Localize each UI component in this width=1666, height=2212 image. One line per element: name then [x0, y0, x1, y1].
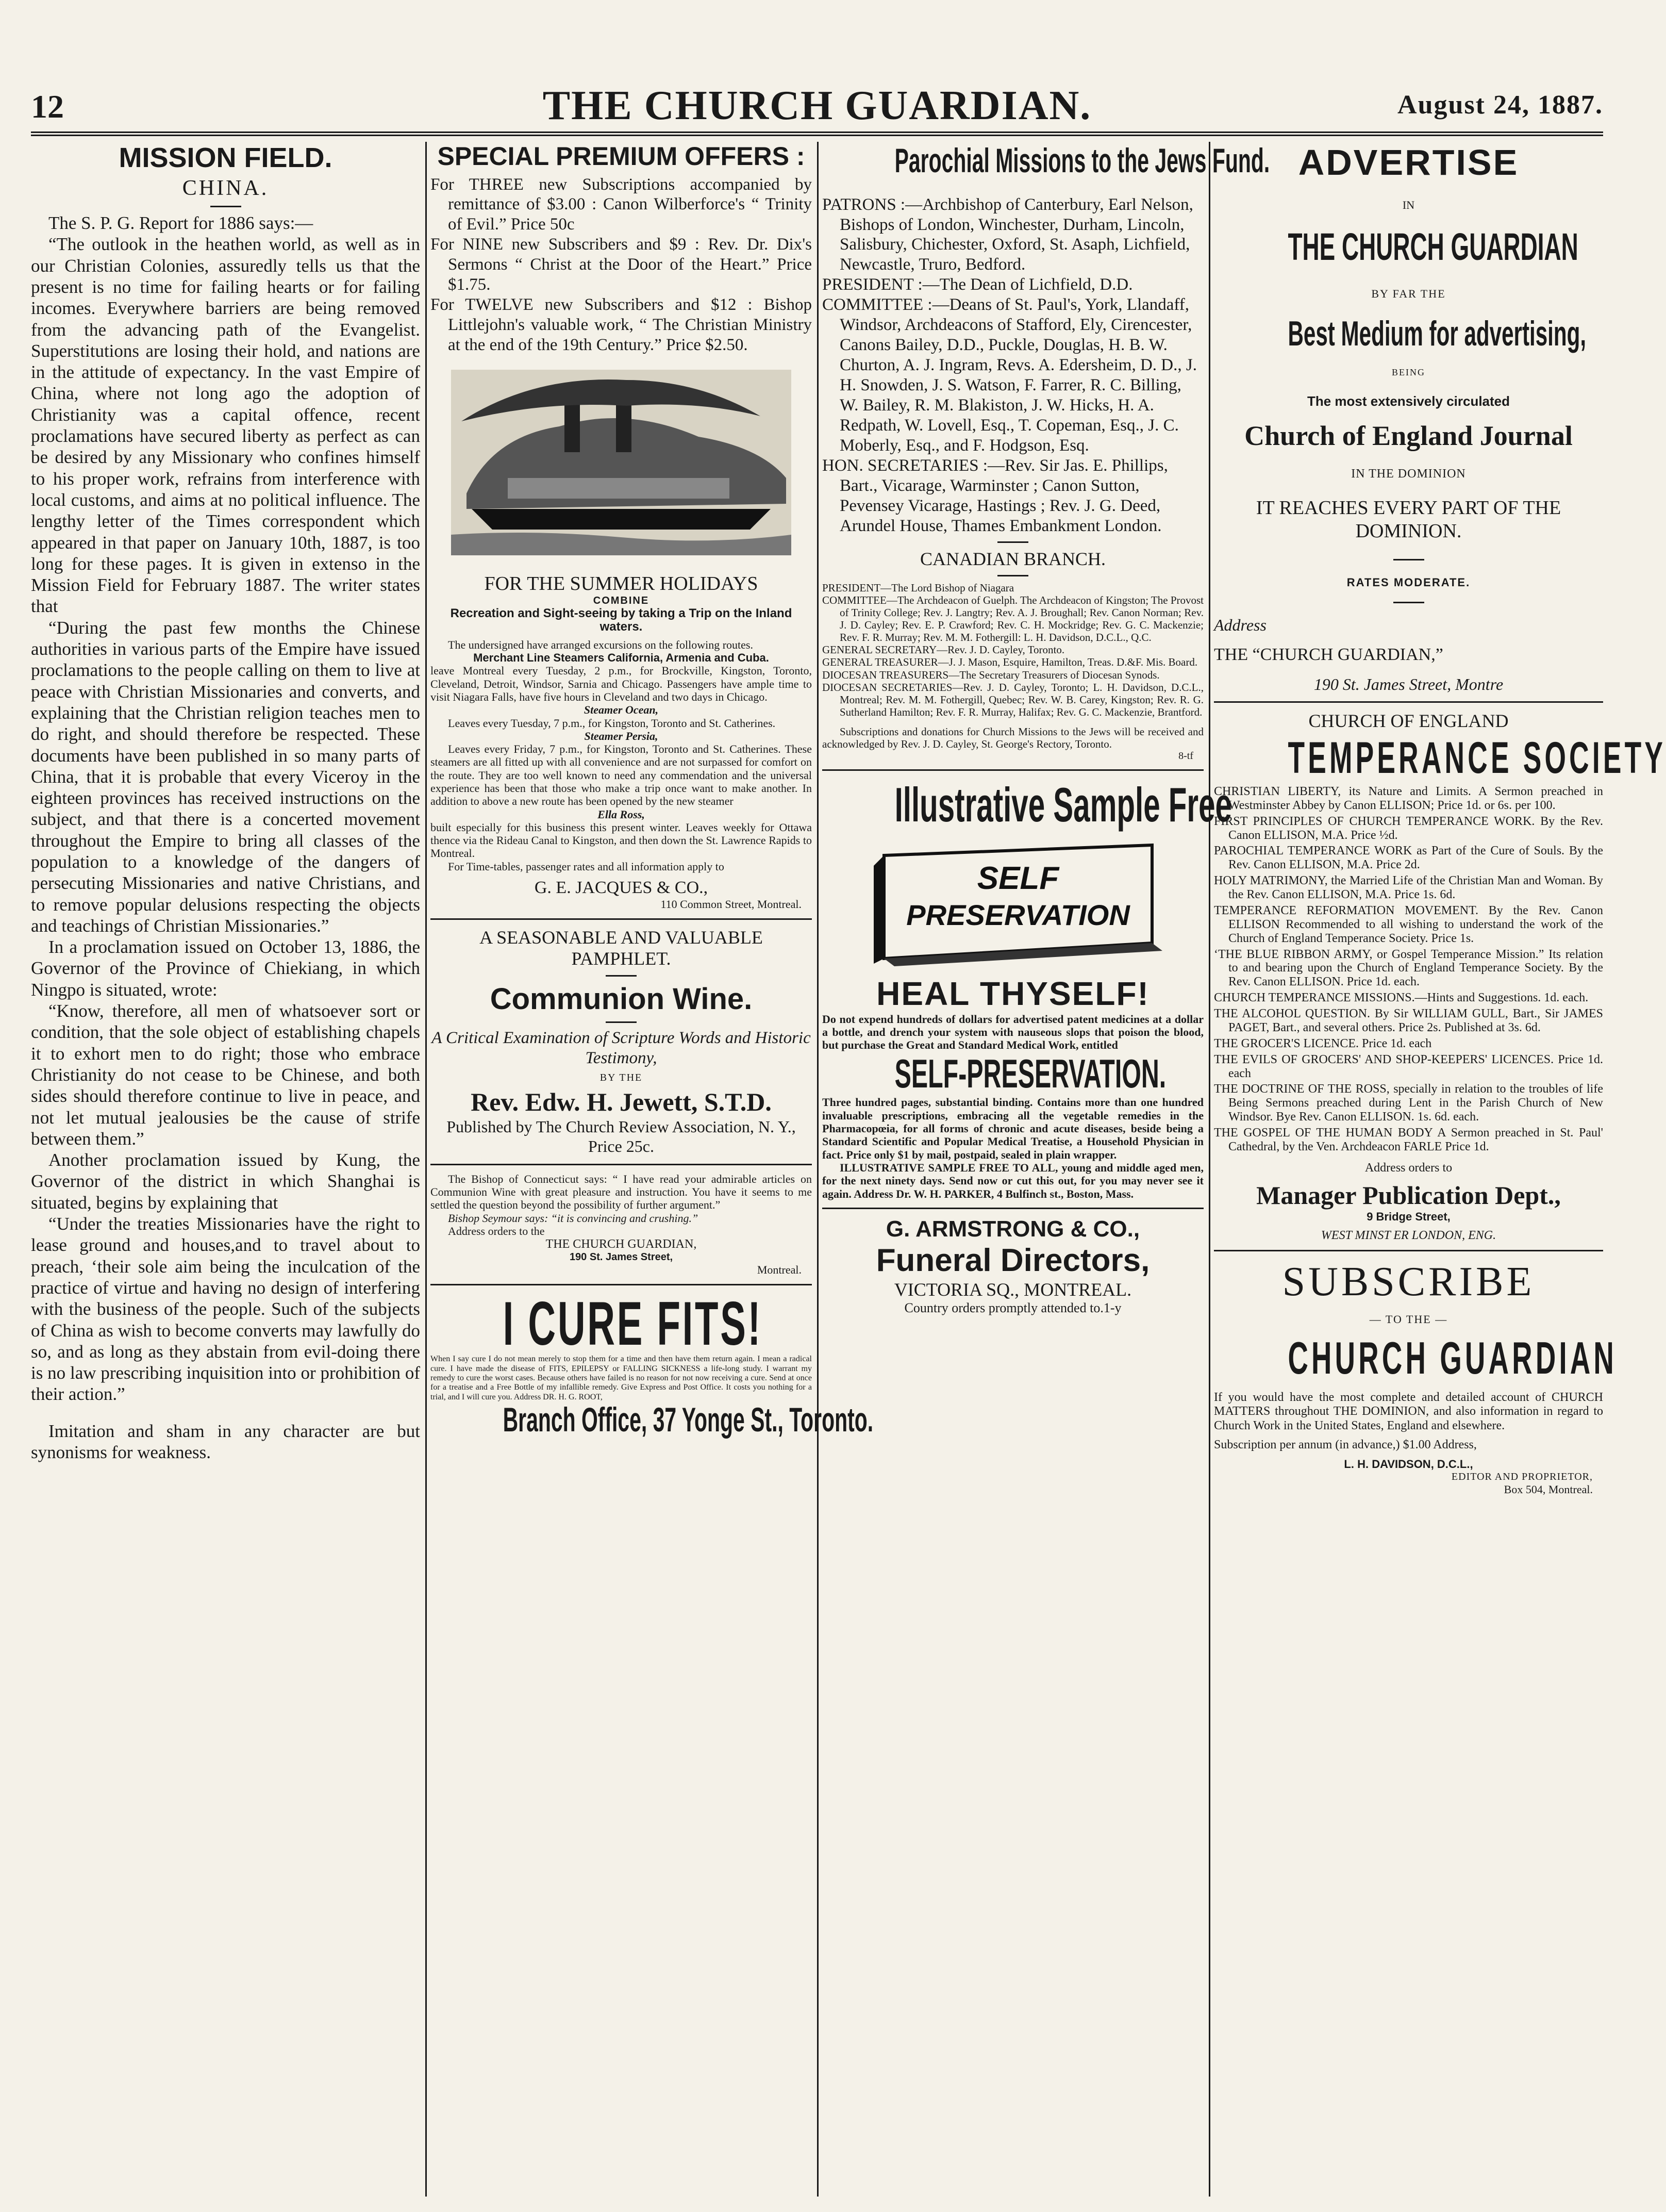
heal-thyself-title: HEAL THYSELF!	[876, 975, 1149, 1012]
mission-field-heading: MISSION FIELD.	[119, 142, 332, 173]
temperance-society: TEMPERANCE SOCIETY	[1288, 733, 1666, 783]
guardian-street: 190 St. James Street,	[569, 1251, 673, 1263]
self-preservation-body: Three hundred pages, substantial binding. Contains more than one hundred invaluable prescriptions, embracing all the vegetable remedies in the Pharmacopœia, for all forms of chronic and acute diseases, beside being a Standard Scientific and Popular Medical Treatise, a Household Physician in fact. Price only $1 by mail, postpaid, sealed in plain wrapper.	[822, 1096, 1204, 1161]
book-cover-text: PRESERVATION	[906, 898, 1130, 931]
critical-examination: A Critical Examination of Scripture Words and Historic Testimony,	[431, 1028, 811, 1068]
by-the: BY THE	[599, 1072, 643, 1084]
in-label: IN	[1402, 199, 1415, 211]
guardian-name: THE CHURCH GUARDIAN,	[545, 1237, 697, 1251]
committee: COMMITTEE :—Deans of St. Paul's, York, Llandaff, Windsor, Archdeacons of Stafford, Ely, Cirencester, Canons Bailey, D.D., Puckle, Douglas, H. B. W. Churton, A. J. Ingram, Revs. A. Edersheim, D. D., J. H. Snowden, J. S. Watson, F. Farrer, R. C. Billing, W. Bailey, R. M. Blakiston, J. W. Hicks, H. A. Redpath, W. Lovell, Esq., T. Copeman, Esq., J. C. Moberly, Esq., and F. Hodgson, Esq.	[822, 295, 1197, 455]
mission-paragraph: In a proclamation issued on October 13, 1886, the Governor of the Province of Chiekiang, in which Ningpo is situated, wrote:	[31, 937, 420, 1000]
temperance-item: CHRISTIAN LIBERTY, its Nature and Limits. A Sermon preached in Westminster Abbey by Canon ELLISON; Price 1d. or 6s. per 100.	[1214, 784, 1603, 812]
author-name: Rev. Edw. H. Jewett, S.T.D.	[471, 1087, 772, 1117]
reaches-every-part: IT REACHES EVERY PART OF THE DOMINION.	[1256, 497, 1561, 542]
temperance-item: THE EVILS OF GROCERS' AND SHOP-KEEPERS' LICENCES. Price 1d. each	[1214, 1052, 1603, 1080]
mission-paragraph: The S. P. G. Report for 1886 says:—	[48, 213, 313, 234]
issue-date: August 24, 1887.	[1397, 90, 1603, 120]
divider	[430, 918, 812, 920]
temperance-item: PAROCHIAL TEMPERANCE WORK as Part of the Cure of Souls. By the Rev. Canon ELLISON, M.A. Price 2d.	[1214, 844, 1603, 872]
bishop-quote: The Bishop of Connecticut says: “ I have read your admirable articles on Communion Wine with great pleasure and instruction. You have it seems to me settled the question beyond the possibility of further argument.”	[430, 1172, 812, 1212]
address-orders: Address orders to the	[448, 1225, 545, 1237]
excursion-text: Leaves every Friday, 7 p.m., for Kingston, Toronto and St. Catherines. These steamers are all fitted up with all convenience and are not surpassed for comfort on the route. They are too well known to need any commendation and the universal experience has been that those who make a trip once want to make another. In addition to above a new route has been opened by the new steamer	[430, 742, 812, 808]
president: PRESIDENT :—The Dean of Lichfield, D.D.	[822, 275, 1133, 294]
temperance-item: THE DOCTRINE OF THE ROSS, specially in relation to the troubles of life Being Sermons preached during Lent in the Parish Church of New Windsor. Bye Rev. Canon ELLISON. 1s. 6d. each.	[1214, 1082, 1603, 1124]
subscriptions-note: Subscriptions and donations for Church Missions to the Jews will be received and acknowledged by Rev. J. D. Cayley, St. George's Rectory, Toronto.	[822, 725, 1204, 751]
divider	[606, 975, 637, 977]
column-mission-field	[31, 142, 420, 2197]
masthead	[31, 82, 1603, 139]
mission-paragraph: “The outlook in the heathen world, as well as in our Christian Colonies, assuredly tells us that the present is no time for failing hearts or for failing incomes. Everywhere barriers are being removed from the advancing path of the Evangelist. Superstitutions are losing their hold, and nations are in the attitude of expectancy. In the vast Empire of China, where not long ago the adoption of Christianity was a capital offence, recent proclamations have secured liberty as perfect as can be desired by any Missionary who confines himself to his proper work, refrains from interference with local customs, and aims at no political influence. The lengthy letter of the Times correspondent which appeared in that paper on January 10th, 1887, is too long for these pages. It is given in extenso in the Mission Field for February 1887. The writer states that	[31, 234, 420, 617]
branch-office: Branch Office, 37 Yonge St., Toronto.	[503, 1400, 874, 1439]
advertise-heading: ADVERTISE	[1298, 142, 1519, 183]
excursion-text: Leaves every Tuesday, 7 p.m., for Kingston, Toronto and St. Catherines.	[448, 716, 776, 730]
book-cover-text: SELF	[977, 860, 1059, 896]
canadian-officer: COMMITTEE—The Archdeacon of Guelph. The Archdeacon of Kingston; The Provost of Trinity College; Rev. J. Langtry; Rev. A. J. Broughall; Rev. Canon Norman; Rev. J. D. Cayley; Rev. E. P. Crawford; Rev. C. H. Mockridge; Rev. G. C. Mackenzie; Rev. F. R. Murray; Rev. M. M. Fothergill: L. H. Davidson, D.C.L., Q.C.	[822, 593, 1204, 644]
sample-offer-body: ILLUSTRATIVE SAMPLE FREE TO ALL, young and middle aged men, for the next ninety days. Send now or cut this out, for you may never see it again. Address Dr. W. H. PARKER, 4 Bulfinch st., Boston, Mass.	[822, 1161, 1204, 1200]
offer-item: For NINE new Subscribers and $9 : Rev. Dr. Dix's Sermons “ Christ at the Door of the Heart.” Price $1.75.	[430, 235, 812, 294]
mission-paragraph: “During the past few months the Chinese authorities in various parts of the Empire have issued proclamations to the people calling on them to live at peace with Christian Missionaries and converts, and explaining that the Christian religion teaches men to do right, and should therefore be respected. These documents have been published in so many parts of China, that it is probable that every Viceroy in the eighteen provinces has received instructions on the subject, and that there is a concerted movement throughout the Empire to bring all classes of the population to a knowledge of the dangers of persecuting Missionaries and native Christians, and to remove popular delusions respecting the objects and teachings of Christian Missionaries.”	[31, 617, 420, 936]
temperance-item: ‘THE BLUE RIBBON ARMY, or Gospel Temperance Mission.” Its relation to and bearing upon the Church of England Temperance Society. By the Rev. Canon ELLISON. Price 1d. each.	[1214, 947, 1603, 989]
to-the-label: — TO THE —	[1369, 1312, 1448, 1326]
westminster-london: WEST MINST ER LONDON, ENG.	[1321, 1228, 1496, 1242]
bridge-street: 9 Bridge Street,	[1367, 1210, 1451, 1223]
steamship-illustration	[430, 359, 812, 566]
church-guardian-address: THE “CHURCH GUARDIAN,”	[1214, 645, 1443, 664]
page-number: 12	[31, 88, 64, 125]
subscription-price: Subscription per annum (in advance,) $1.00 Address,	[1214, 1438, 1477, 1452]
cure-fits-body: When I say cure I do not mean merely to stop them for a time and then have them return again. I mean a radical cure. I have made the disease of FITS, EPILEPSY or FALLING SICKNESS a life-long study. I warrant my remedy to cure the worst cases. Because others have failed is no reason for not now receiving a cure. Send at once for a treatise and a Free Bottle of my infallible remedy. Give Express and Post Office. It costs you nothing for a trial, and I will cure you. Address DR. H. G. ROOT,	[430, 1355, 812, 1401]
agent-name: G. E. JACQUES & CO.,	[534, 878, 708, 898]
self-preservation-title: SELF-PRESERVATION.	[894, 1050, 1167, 1096]
column-rule	[425, 142, 427, 2197]
in-the-dominion: IN THE DOMINION	[1351, 467, 1466, 481]
column-advertise	[1214, 142, 1666, 2197]
pamphlet-title: A SEASONABLE AND VALUABLE PAMPHLET.	[479, 927, 763, 969]
divider	[1393, 602, 1424, 603]
ad-code: 8-tf	[1178, 750, 1193, 762]
divider	[430, 1284, 812, 1285]
temperance-item: TEMPERANCE REFORMATION MOVEMENT. By the Rev. Canon ELLISON Recommended to all wishing to understand the work of the Church of England Temperance Society. Price 1s.	[1214, 903, 1603, 945]
subscribe-body: If you would have the most complete and detailed account of CHURCH MATTERS throughout THE DOMINION, and also information in regard to Church Work in the United States, England and elsewhere.	[1214, 1390, 1603, 1432]
subscribe-heading: SUBSCRIBE	[1282, 1259, 1535, 1305]
address-label: Address	[1214, 615, 1267, 634]
temperance-item: THE GOSPEL OF THE HUMAN BODY A Sermon preached in St. Paul' Cathedral, by the Ven. Archdeacon FARLE Price 1d.	[1214, 1126, 1603, 1153]
being-label: BEING	[1392, 367, 1425, 377]
column-rule	[1209, 142, 1210, 2197]
canadian-officer: DIOCESAN SECRETARIES—Rev. J. D. Cayley, Toronto; L. H. Davidson, D.C.L., Montreal; Rev. M. M. Fothergill, Quebec; Rev. W. B. Carey, Kingston; Rev. R. G. Sutherland Hamilton; Rev. F. R. Murray, Halifax; Rev. G. C. Mackenzie, Brantford.	[822, 681, 1204, 718]
divider	[1214, 701, 1603, 703]
recreation-line: Recreation and Sight-seeing by taking a Trip on the Inland waters.	[450, 606, 792, 634]
china-subheading: CHINA.	[182, 176, 269, 201]
temperance-item: THE ALCOHOL QUESTION. By Sir WILLIAM GULL, Bart., Sir JAMES PAGET, Bart., and several others. Price 2s. Published at 3s. 6d.	[1214, 1007, 1603, 1034]
best-medium: Best Medium for advertising,	[1288, 314, 1587, 354]
temperance-item: HOLY MATRIMONY, the Married Life of the Christian Man and Woman. By the Rev. Canon ELLISON, M.A. Price 1s. 6d.	[1214, 874, 1603, 902]
country-orders: Country orders promptly attended to.1-y	[904, 1300, 1122, 1315]
masthead-rule	[31, 131, 1603, 136]
patrons: PATRONS :—Archbishop of Canterbury, Earl Nelson, Bishops of London, Winchester, Durham, Lincoln, Salisbury, Chichester, Oxford, St. Asaph, Lichfield, Newcastle, Truro, Bedford.	[822, 195, 1193, 274]
hon-secretaries: HON. SECRETARIES :—Rev. Sir Jas. E. Phillips, Bart., Vicarage, Warminster ; Canon Sutton, Pevensey Vicarage, Hastings ; Rev. J. G. Deed, Arundel House, Thames Embankment London.	[822, 456, 1168, 535]
column-premium-offers	[430, 142, 874, 2197]
canadian-officer: GENERAL SECRETARY—Rev. J. D. Cayley, Toronto.	[822, 643, 1065, 656]
mission-paragraph: Another proclamation issued by Kung, the Governor of the district in which Shanghai is situated, begins by explaining that	[31, 1150, 420, 1213]
divider	[822, 769, 1204, 771]
sample-free-title: Illustrative Sample Free	[894, 778, 1232, 832]
church-guardian-title: THE CHURCH GUARDIAN	[1288, 225, 1578, 268]
excursion-text: For Time-tables, passenger rates and all information apply to	[448, 860, 724, 873]
mission-paragraph: “Under the treaties Missionaries have the right to lease ground and houses,and to travel about to preach, ‘their sole aim being the inculcation of the practice of virtue and having no design of interfering with the business of the people. Such of the subjects of China as wish to become converts may lawfully do so, and as long as they abstain from evil-doing there is no law prescribing inquisition into or prohibition of their action.”	[31, 1214, 420, 1405]
excursion-text: The undersigned have arranged excursions on the following routes.	[448, 638, 753, 651]
most-circulated: The most extensively circulated	[1307, 393, 1510, 409]
armstrong-name: G. ARMSTRONG & CO.,	[886, 1216, 1140, 1242]
temperance-item: THE GROCER'S LICENCE. Price 1d. each	[1214, 1036, 1432, 1050]
editor-name: L. H. DAVIDSON, D.C.L.,	[1344, 1458, 1473, 1471]
guardian-city: Montreal.	[757, 1263, 802, 1277]
divider	[997, 575, 1028, 576]
divider	[822, 1208, 1204, 1209]
divider	[1393, 559, 1424, 560]
steamer-name: Merchant Line Steamers California, Armenia and Cuba.	[473, 651, 769, 665]
heal-body: Do not expend hundreds of dollars for advertised patent medicines at a dollar a bottle, and drench your system with nauseous slops that poison the blood, but purchase the Great and Standard Medical Work, entitled	[822, 1012, 1204, 1052]
column-jews-fund	[822, 141, 1270, 2197]
temperance-item: CHURCH TEMPERANCE MISSIONS.—Hints and Suggestions. 1d. each.	[1214, 991, 1589, 1005]
excursion-text: built especially for this business this present winter. Leaves weekly for Ottawa thence via the Rideau Canal to Kingston, and then down the St. Lawrence Rapids to Montreal.	[430, 820, 812, 860]
church-of-england: CHURCH OF ENGLAND	[1308, 710, 1509, 731]
divider	[210, 206, 241, 207]
manager-publication: Manager Publication Dept.,	[1256, 1180, 1561, 1210]
jews-fund-heading: Parochial Missions to the Jews Fund.	[894, 141, 1270, 179]
steamer-name: Ella Ross,	[597, 807, 645, 821]
summer-holidays-title: FOR THE SUMMER HOLIDAYS	[484, 572, 758, 595]
steamer-name: Steamer Persia,	[584, 729, 658, 742]
canadian-officer: PRESIDENT—The Lord Bishop of Niagara	[822, 581, 1014, 594]
funeral-directors: Funeral Directors,	[876, 1242, 1150, 1278]
cure-fits-title: I CURE FITS!	[503, 1289, 763, 1359]
publisher-line: Published by The Church Review Association, N. Y., Price 25c.	[446, 1117, 796, 1156]
seymour-quote: Bishop Seymour says: “it is convincing and crushing.”	[448, 1211, 698, 1225]
divider	[606, 1021, 637, 1023]
book-illustration	[822, 835, 1204, 969]
excursion-text: leave Montreal every Tuesday, 2 p.m., for Brockville, Kingston, Toronto, Cleveland, Detroit, Windsor, Sarnia and Chicago. Passengers have ample time to visit Niagara Falls, have five hours in Cleveland and two days in Chicago.	[430, 664, 812, 703]
offer-item: For TWELVE new Subscribers and $12 : Bishop Littlejohn's valuable work, “ The Christian Ministry at the end of the 19th Century.” Price $2.50.	[430, 295, 812, 354]
agent-address: 110 Common Street, Montreal.	[660, 898, 802, 911]
canadian-officer: GENERAL TREASURER—J. J. Mason, Esquire, Hamilton, Treas. D.&F. Mis. Board.	[822, 656, 1198, 669]
divider	[997, 541, 1028, 543]
newspaper-title: THE CHURCH GUARDIAN.	[542, 83, 1092, 128]
column-rule	[817, 142, 819, 2197]
church-guardian-subscribe: CHURCH GUARDIAN	[1288, 1332, 1618, 1383]
canadian-branch-heading: CANADIAN BRANCH.	[920, 548, 1106, 569]
editor-box: Box 504, Montreal.	[1504, 1483, 1593, 1496]
temperance-item: FIRST PRINCIPLES OF CHURCH TEMPERANCE WORK. By the Rev. Canon ELLISON, M.A. Price ½d.	[1214, 814, 1603, 842]
editor-title: EDITOR AND PROPRIETOR,	[1451, 1471, 1593, 1482]
by-far-label: BY FAR THE	[1371, 287, 1446, 301]
combine-label: COMBINE	[593, 595, 649, 606]
canadian-officer: DIOCESAN TREASURERS—The Secretary Treasurers of Diocesan Synods.	[822, 668, 1160, 681]
rates-moderate: RATES MODERATE.	[1346, 575, 1471, 589]
premium-offers-heading: SPECIAL PREMIUM OFFERS :	[437, 142, 805, 171]
street-address: 190 St. James Street, Montre	[1313, 674, 1504, 694]
divider	[1214, 1250, 1603, 1251]
victoria-address: VICTORIA SQ., MONTREAL.	[894, 1279, 1132, 1300]
address-orders-to: Address orders to	[1364, 1161, 1453, 1175]
mission-paragraph: “Know, therefore, all men of whatsoever sort or condition, that the sole object of establishing chapels it to exhort men to do right; those who embrace Christianity do not cease to be Chinese, and both sides should therefore continue to live in peace, and not let mutual jealousies be the cause of strife between them.”	[31, 1001, 420, 1149]
communion-wine-title: Communion Wine.	[490, 982, 753, 1016]
journal-title: Church of England Journal	[1244, 420, 1573, 451]
steamer-name: Steamer Ocean,	[584, 703, 659, 717]
mission-paragraph: Imitation and sham in any character are but synonisms for weakness.	[31, 1421, 420, 1463]
offer-item: For THREE new Subscriptions accompanied by remittance of $3.00 : Canon Wilberforce's “ Trinity of Evil.” Price 50c	[430, 175, 812, 234]
divider	[430, 1164, 812, 1165]
